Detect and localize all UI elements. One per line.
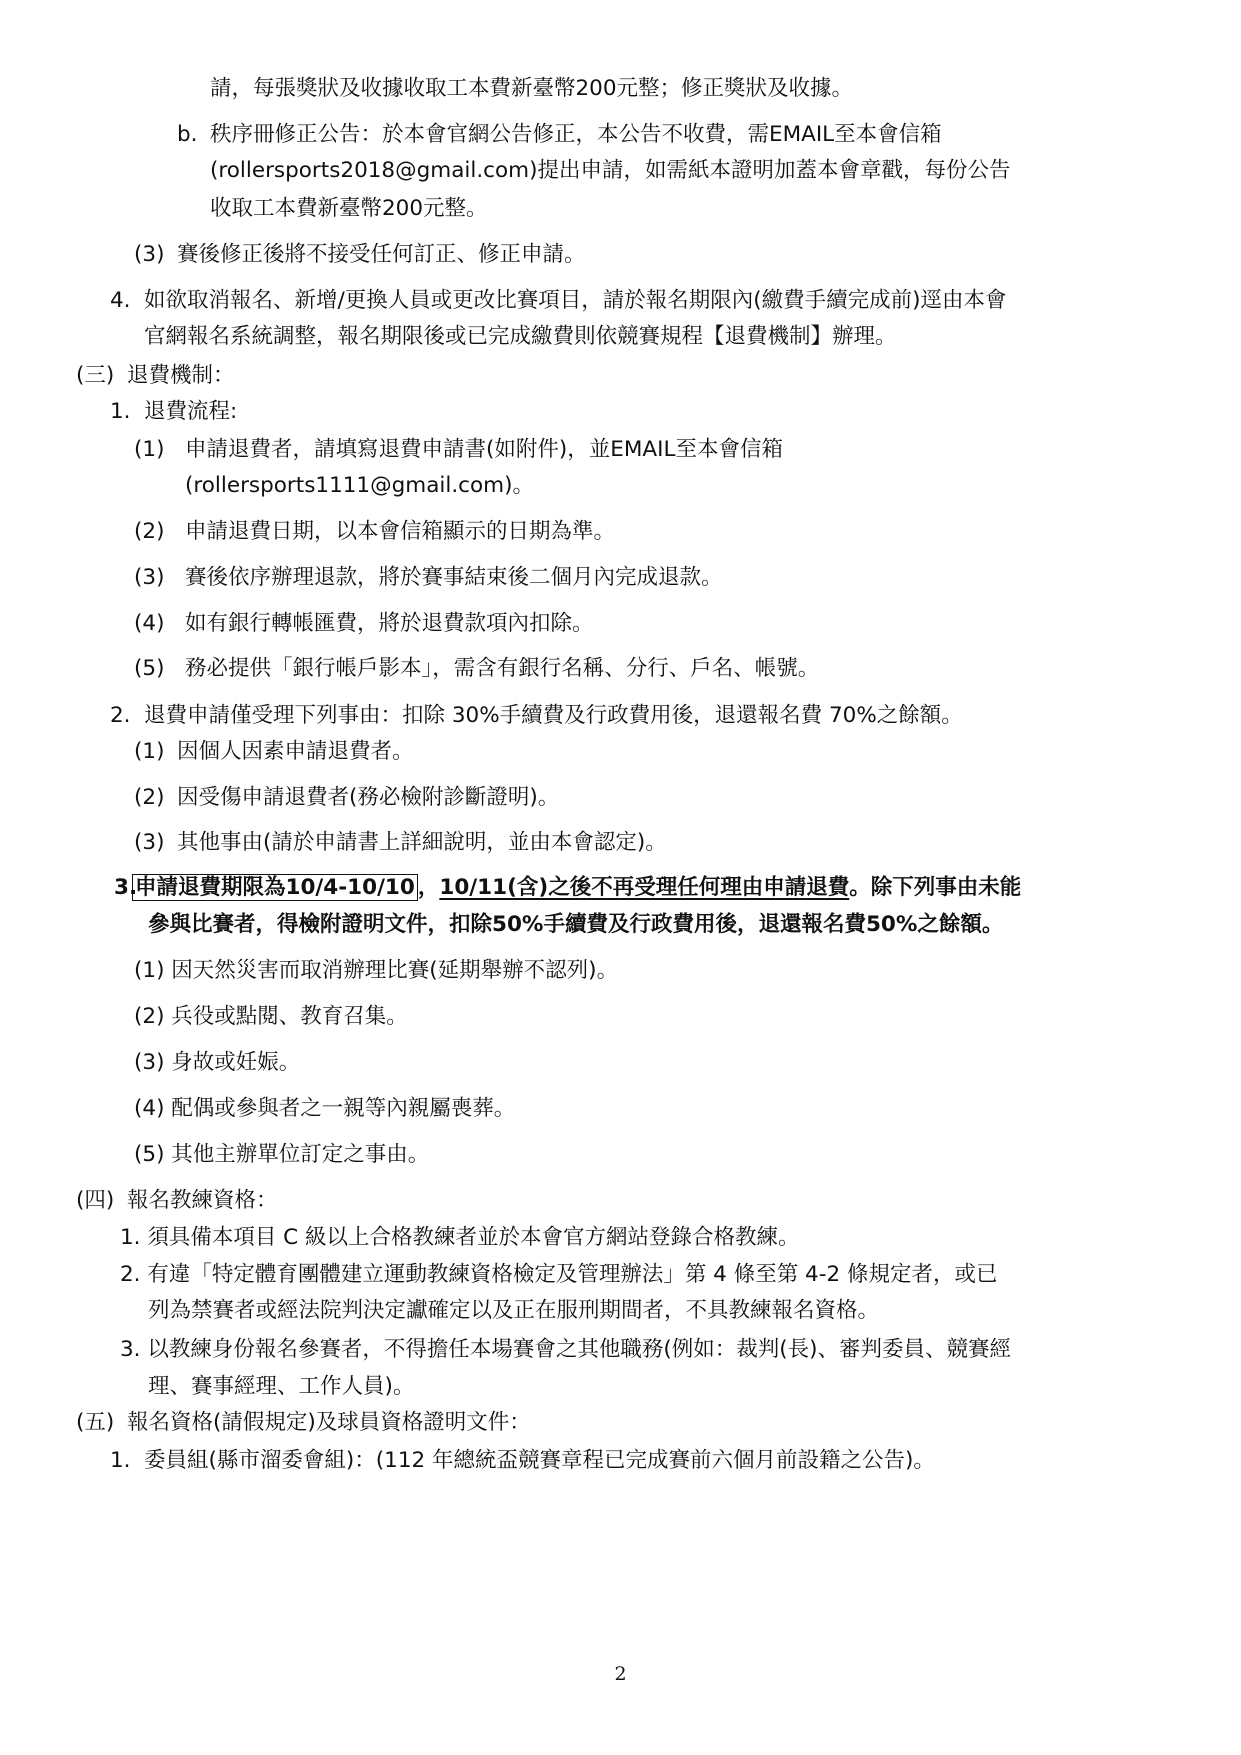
list-label: b. [177,122,198,147]
list-label: (2) [134,785,165,810]
section-label: (四) [76,1188,115,1213]
section-label: (三) [76,363,115,388]
paragraph-line: (rollersports1111@gmail.com)。 [185,473,534,498]
list-label: (2) [134,519,165,544]
paragraph-line: 秩序冊修正公告：於本會官網公告修正，本公告不收費，需EMAIL至本會信箱 [210,122,942,147]
list-label: 2. [110,703,131,728]
paragraph-line: 申請退費日期，以本會信箱顯示的日期為準。 [185,519,616,544]
section-heading: 報名資格(請假規定)及球員資格證明文件： [127,1410,531,1435]
paragraph-line: 因受傷申請退費者(務必檢附診斷證明)。 [177,785,560,810]
paragraph-line: 退費申請僅受理下列事由：扣除 30%手續費及行政費用後，退還報名費 70%之餘額。 [144,703,963,728]
list-label: (3) [134,565,165,590]
paragraph-line: (2) 兵役或點閱、教育召集。 [134,1004,408,1029]
paragraph-line: 收取工本費新臺幣200元整。 [210,196,488,221]
paragraph-line: (rollersports2018@gmail.com)提出申請，如需紙本證明加蓋本會章戳，每份公告 [210,158,1011,183]
paragraph-line: 參與比賽者，得檢附證明文件，扣除50%手續費及行政費用後，退還報名費50%之餘額。 [148,912,1004,937]
list-label: 4. [110,288,131,313]
section-heading: 退費機制： [127,363,235,388]
paragraph-line: 1. 須具備本項目 C 級以上合格教練者並於本會官方網站登錄合格教練。 [120,1225,800,1250]
paragraph-line: 退費流程: [144,399,238,424]
paragraph-line: 理、賽事經理、工作人員)。 [148,1374,415,1399]
paragraph-line: 3. 以教練身份報名參賽者，不得擔任本場賽會之其他職務(例如：裁判(長)、審判委員、競賽經 [120,1337,1012,1362]
list-label: 1. [110,1448,131,1473]
list-label: (1) [134,739,165,764]
paragraph-line: 請，每張獎狀及收據收取工本費新臺幣200元整；修正獎狀及收據。 [210,76,854,101]
paragraph-line: (4) 配偶或參與者之一親等內親屬喪葬。 [134,1096,516,1121]
paragraph-line: 因個人因素申請退費者。 [177,739,414,764]
list-label: (4) [134,611,165,636]
deadline-tail-text: 。除下列事由未能 [849,875,1022,900]
deadline-line [132,874,1021,902]
paragraph-line: 委員組(縣市溜委會組)：(112 年總統盃競賽章程已完成賽前六個月前設籍之公告)。 [144,1448,935,1473]
paragraph-line: 列為禁賽者或經法院判決定讞確定以及正在服刑期間者，不具教練報名資格。 [148,1298,880,1323]
deadline-underlined-text: 10/11(含)之後不再受理任何理由申請退費 [439,875,850,900]
section-label: (五) [76,1410,115,1435]
paragraph-line: 如有銀行轉帳匯費，將於退費款項內扣除。 [185,611,594,636]
list-label: (3) [134,242,165,267]
paragraph-line: (1) 因天然災害而取消辦理比賽(延期舉辦不認列)。 [134,958,619,983]
section-heading: 報名教練資格： [127,1188,278,1213]
paragraph-line: 官網報名系統調整，報名期限後或已完成繳費則依競賽規程【退費機制】辦理。 [144,324,897,349]
page-number: 2 [614,1663,627,1685]
list-label: (3) [134,830,165,855]
list-label: (1) [134,437,165,462]
list-label: 1. [110,399,131,424]
paragraph-line: 2. 有違「特定體育團體建立運動教練資格檢定及管理辦法」第 4 條至第 4-2 條規定者，或已 [120,1262,998,1287]
deadline-boxed-text: 申請退費期限為10/4-10/10 [132,874,418,901]
paragraph-line: 務必提供「銀行帳戶影本」，需含有銀行名稱、分行、戶名、帳號。 [185,656,820,681]
paragraph-line: 申請退費者，請填寫退費申請書(如附件)，並EMAIL至本會信箱 [185,437,783,462]
paragraph-line: (5) 其他主辦單位訂定之事由。 [134,1142,430,1167]
paragraph-line: 賽後修正後將不接受任何訂正、修正申請。 [177,242,586,267]
deadline-separator: ， [417,875,440,900]
paragraph-line: 其他事由(請於申請書上詳細說明，並由本會認定)。 [177,830,667,855]
list-label: (5) [134,656,165,681]
paragraph-line: 賽後依序辦理退款，將於賽事結束後二個月內完成退款。 [185,565,723,590]
paragraph-line: (3) 身故或妊娠。 [134,1050,301,1075]
list-label: 3. [114,875,138,900]
paragraph-line: 如欲取消報名、新增/更換人員或更改比賽項目，請於報名期限內(繳費手續完成前)逕由本會 [144,288,1007,313]
